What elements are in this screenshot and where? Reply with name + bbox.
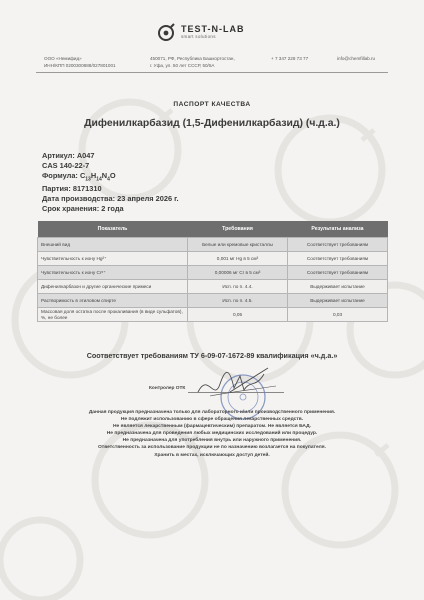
table-row <box>38 238 388 252</box>
batch-number: Партия: 8171310 <box>42 184 102 194</box>
article-number: Артикул: A047 <box>42 151 95 160</box>
indicator-cell: Массовая доля остатка после прокаливания (в виде сульфатов), %, не более <box>38 308 188 322</box>
indicator-cell: Чувствительность к иону Cr⁶⁺ <box>38 266 188 280</box>
column-header-requirement: Требования <box>188 221 288 238</box>
result-cell: Соответствует требованиям <box>288 252 388 266</box>
usage-disclaimer <box>0 409 424 459</box>
company-email: info@chemfillab.ru <box>337 56 376 61</box>
company-phone: + 7 347 228 73 77 <box>271 56 309 61</box>
production-date: Дата производства: 23 апреля 2026 г. <box>42 194 179 204</box>
requirement-cell: 0,05 <box>188 308 288 322</box>
company-tax-ids: ИНН/КПП 0200300888/027801001 <box>44 62 116 68</box>
company-details <box>44 56 116 69</box>
address-line-2: г. Уфа, ул. 50 лет СССР, 50/5А <box>150 62 215 68</box>
table-header-row <box>38 221 388 238</box>
disclaimer-line: Ответственность за использование продукции не по назначению возлагается на покупателя. <box>98 445 326 451</box>
analysis-table <box>37 221 388 322</box>
product-info <box>42 151 179 214</box>
result-cell: 0,03 <box>288 308 388 322</box>
shelf-life: Срок хранения: 2 года <box>42 204 124 214</box>
result-cell: Выдерживает испытание <box>288 294 388 308</box>
requirement-cell: 0,00006 мг Cr в 5 см³ <box>188 266 288 280</box>
company-name: ООО «Немифид» <box>44 56 82 61</box>
requirement-cell: 0,001 мг Hg в 5 см³ <box>188 252 288 266</box>
requirement-cell: Исп. по п. 4.4. <box>188 280 288 294</box>
address-line-1: 450071, РФ, Республика Башкортостан, <box>150 56 235 61</box>
indicator-cell: Чувствительность к иону Hg²⁺ <box>38 252 188 266</box>
logo-name: TEST-N-LAB <box>181 23 245 34</box>
result-cell: Выдерживает испытание <box>288 280 388 294</box>
document-title: ПАСПОРТ КАЧЕСТВА <box>173 101 251 108</box>
indicator-cell: Растворимость в этиловом спирте <box>38 294 188 308</box>
header-divider <box>36 72 388 73</box>
column-header-result: Результаты анализа <box>288 221 388 238</box>
indicator-cell: Дифенилкарбазон и другие органические примеси <box>38 280 188 294</box>
requirement-cell: Исп. по п. 4.5. <box>188 294 288 308</box>
table-row <box>38 308 388 322</box>
table-row <box>38 252 388 266</box>
result-cell: Соответствует требованиям <box>288 238 388 252</box>
flask-ring-icon <box>156 22 176 42</box>
disclaimer-line: Хранить в местах, исключающих доступ детей. <box>154 452 270 458</box>
logo-tagline: smart solutions <box>181 33 216 39</box>
chemical-formula: Формула: $C_{13}H_{14}N_4O$ <box>42 171 116 183</box>
requirement-cell: Белые или кремовые кристаллы <box>188 238 288 252</box>
disclaimer-line: Не предназначена для употребления внутрь или наружного применения. <box>122 438 302 444</box>
conformity-statement: Соответствует требованиям ТУ 6-09-07-1672-89 квалификация «ч.д.а.» <box>86 351 338 360</box>
disclaimer-line: Не подлежит использованию в сфере обращения лекарственных средств. <box>120 417 304 423</box>
column-header-indicator: Показатель <box>38 221 188 238</box>
cas-number: CAS 140-22-7 <box>42 161 90 170</box>
disclaimer-line: Не является лекарственным (фармацевтическим) препаратом. Не является БАД. <box>112 424 311 430</box>
company-address <box>150 56 235 69</box>
qc-inspector-label: Контролер ОТК <box>149 386 186 391</box>
result-cell: Соответствует требованиям <box>288 266 388 280</box>
disclaimer-line: Не предназначена для проведения любых медицинских исследований или процедур. <box>106 431 318 437</box>
disclaimer-line: Данная продукция предназначена только для лабораторного и/или производственного применения. <box>88 410 336 415</box>
indicator-cell: Внешний вид <box>38 238 188 252</box>
table-row <box>38 266 388 280</box>
table-row <box>38 280 388 294</box>
product-title: Дифенилкарбазид (1,5-Дифенилкарбазид) (ч.д.а.) <box>84 118 340 129</box>
table-row <box>38 294 388 308</box>
company-logo <box>156 22 245 42</box>
signature-icon <box>190 362 290 412</box>
